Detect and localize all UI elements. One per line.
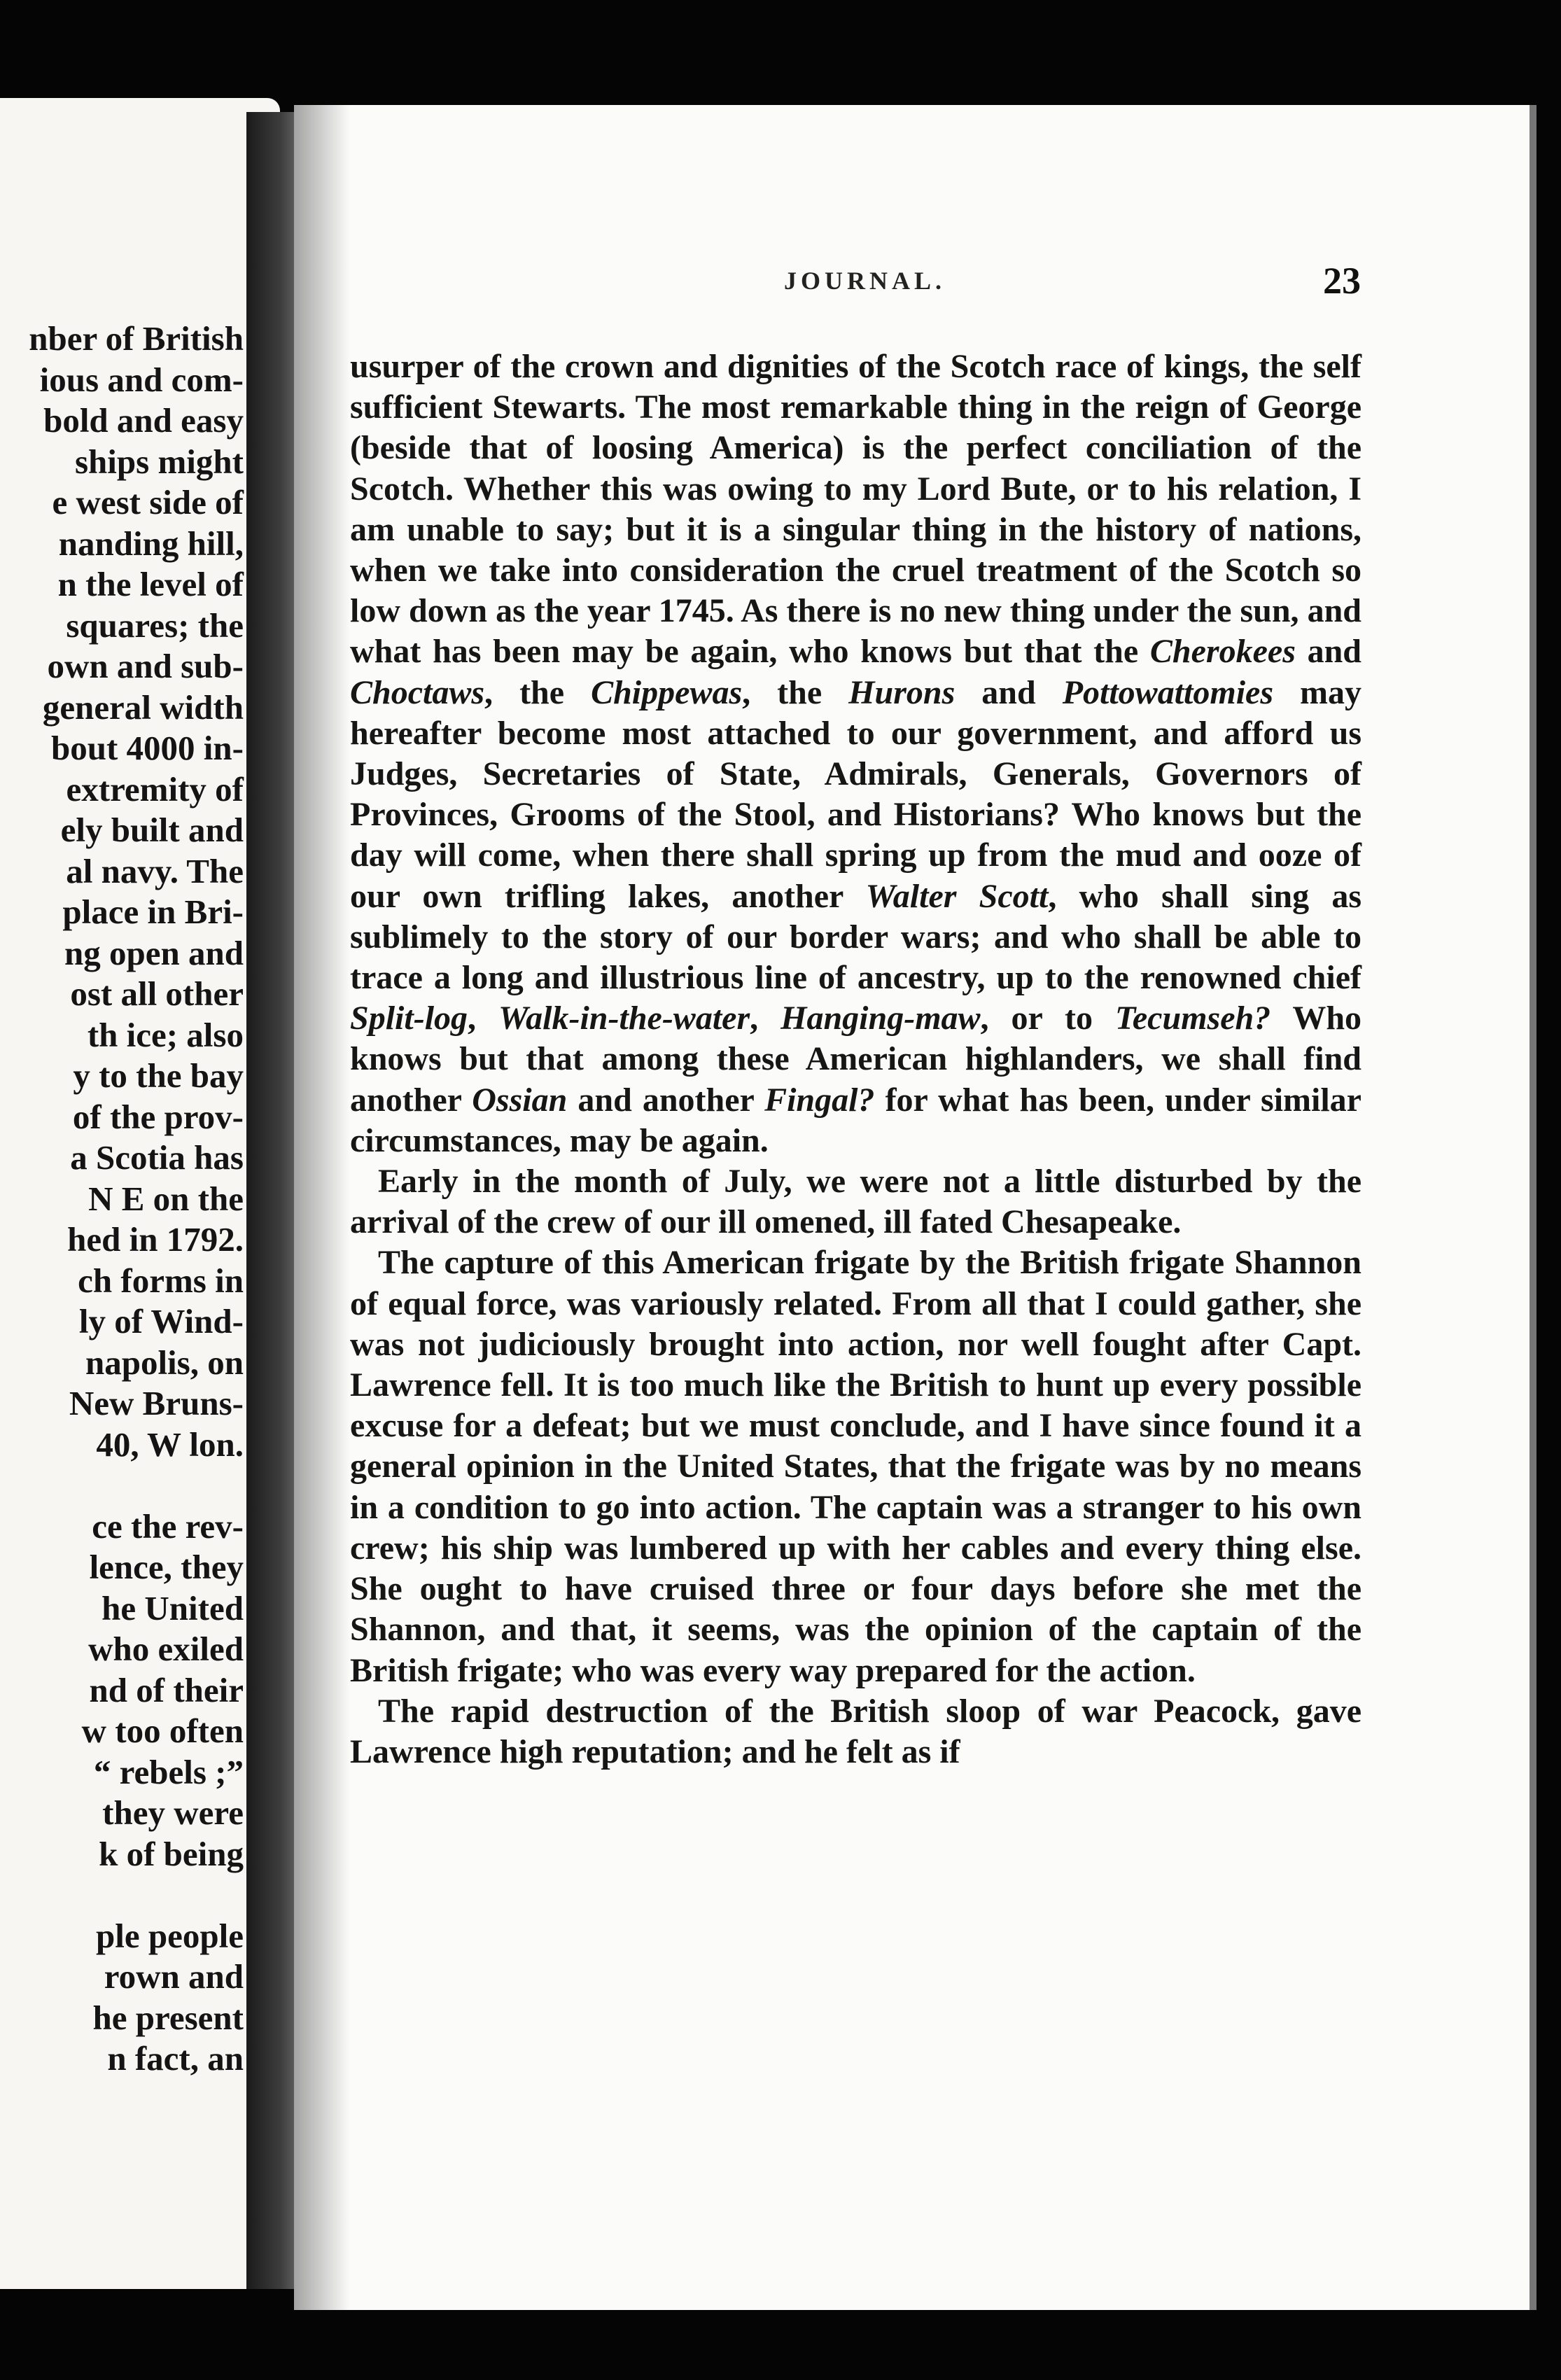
left-page-line: own and sub- <box>47 647 244 685</box>
left-page-line: napolis, on <box>85 1343 244 1382</box>
italic-text: Walk-in-the-water <box>498 1000 750 1037</box>
left-page <box>0 98 280 2289</box>
italic-text: Hanging-maw <box>780 1000 981 1037</box>
left-page-line: 40, W lon. <box>96 1424 244 1464</box>
text-run: , or to <box>980 1000 1115 1037</box>
text-run: may hereafter become most attached to our government, and afford us Judges, Secretaries of State, Admirals, Generals, Governors of Provinces, Grooms of the Stool, and Historians? Who knows but the day will come, when there shall spring up from the mud and ooze of our own trifling lakes, another <box>350 673 1362 915</box>
left-page-line: “ rebels ;” <box>93 1752 244 1791</box>
left-page-line: ce the rev- <box>92 1506 244 1546</box>
left-page-line: ely built and <box>60 811 244 849</box>
italic-text: Hurons <box>848 673 955 711</box>
left-page-line: general width <box>42 687 244 727</box>
text-run: and <box>1295 633 1362 671</box>
paragraph <box>350 1161 1362 1242</box>
left-page-line: he present <box>92 1998 244 2037</box>
left-page-text <box>0 318 244 2080</box>
left-page-line: rown and <box>104 1957 244 1996</box>
page-number: 23 <box>1323 260 1361 302</box>
left-page-line: extremity of <box>66 769 244 808</box>
italic-text: Choctaws <box>350 673 485 711</box>
text-run: Who knows but that among these American highlanders, we shall find another <box>350 1000 1362 1119</box>
left-page-line: he United <box>102 1588 244 1628</box>
running-head: JOURNAL. <box>784 267 946 295</box>
left-page-line: y to the bay <box>73 1056 244 1095</box>
left-page-line: lence, they <box>89 1548 244 1586</box>
left-page-line: ng open and <box>64 933 244 972</box>
left-page-line: th ice; also <box>87 1015 244 1054</box>
text-run: , the <box>484 673 592 711</box>
left-page-line: a Scotia has <box>70 1138 244 1177</box>
italic-text: Split-log <box>350 1000 468 1037</box>
left-page-line: New Bruns- <box>69 1384 244 1422</box>
text-run: , <box>750 1000 781 1037</box>
left-page-line: bout 4000 in- <box>50 729 244 767</box>
text-run: The rapid destruction of the British sloop of war Peacock, gave Lawrence high reputation; and he felt as if <box>350 1692 1362 1770</box>
left-page-line: w too often <box>81 1712 244 1750</box>
left-page-line: who exiled <box>88 1630 244 1668</box>
italic-text: Ossian <box>472 1081 568 1119</box>
left-page-line: place in Bri- <box>62 892 244 931</box>
text-run: and another <box>567 1081 765 1119</box>
text-run: and <box>955 673 1063 711</box>
right-page <box>294 105 1536 2310</box>
left-page-line: nd of their <box>89 1670 244 1709</box>
left-page-line: al navy. The <box>66 851 244 890</box>
left-page-line: n fact, an <box>107 2039 244 2078</box>
italic-text: Fingal? <box>764 1081 875 1119</box>
paragraph <box>350 346 1362 1161</box>
paragraph <box>350 1242 1362 1690</box>
italic-text: Chippewas <box>591 673 743 711</box>
italic-text: Cherokees <box>1149 633 1296 671</box>
text-run: usurper of the crown and dignities of the Scotch race of kings, the self sufficient Stewarts. The most remarkable thing in the reign of George (beside that of loosing America) is the perfect conciliation of the Scotch. Whether this was owing to my Lord Bute, or to his relation, I am unable to say; but it is a singular thing in the history of nations, when we take into consideration the cruel treatment of the Scotch so low down as the year 1745. As there is no new thing under the sun, and what has been may be again, who knows but that the <box>350 348 1362 671</box>
left-page-line: they were <box>102 1793 244 1832</box>
left-page-line: nber of British <box>29 319 244 358</box>
left-page-line: ch forms in <box>78 1261 244 1300</box>
left-page-gap <box>0 1465 244 1506</box>
italic-text: Walter Scott <box>865 877 1049 915</box>
text-run: , the <box>742 673 849 711</box>
text-run: , <box>468 1000 499 1037</box>
italic-text: Pottowattomies <box>1062 673 1274 711</box>
page-shadow <box>294 105 350 2310</box>
italic-text: Tecumseh? <box>1114 1000 1271 1037</box>
left-page-line: k of being <box>99 1834 244 1873</box>
left-page-line: ly of Wind- <box>78 1302 244 1340</box>
left-page-line: e west side of <box>52 483 244 522</box>
left-page-line: of the prov- <box>72 1097 244 1136</box>
text-run: for what has been, under similar circumstances, may be again. <box>350 1081 1362 1159</box>
text-run: , who shall sing as sublimely to the story of our border wars; and who shall be able to trace a long and illustrious line of ancestry, up to the renowned chief <box>350 877 1362 997</box>
left-page-line: nanding hill, <box>58 524 244 563</box>
text-run: Early in the month of July, we were not a little disturbed by the arrival of the crew of our ill omened, ill fated Chesapeake. <box>350 1163 1362 1241</box>
left-page-line: hed in 1792. <box>67 1220 244 1259</box>
paragraph <box>350 1691 1362 1772</box>
left-page-line: squares; the <box>66 606 244 645</box>
left-page-line: ships might <box>74 442 244 481</box>
left-page-gap <box>0 1875 244 1916</box>
body-text <box>350 346 1362 1772</box>
left-page-line: N E on the <box>88 1179 244 1218</box>
left-page-line: ple people <box>96 1916 244 1955</box>
left-page-line: n the level of <box>57 565 244 603</box>
left-page-line: bold and easy <box>43 401 244 440</box>
text-run: The capture of this American frigate by the British frigate Shannon of equal force, was variously related. From all that I could gather, she was not judiciously brought into action, nor well fought after Capt. Lawrence fell. It is too much like the British to hunt up every possible excuse for a defeat; but we must conclude, and I have since found it a general opinion in the United States, that the frigate was by no means in a condition to go into action. The captain was a stranger to his own crew; his ship was lumbered up with her cables and every thing else. She ought to have cruised three or four days before she met the Shannon, and that, it seems, was the opinion of the captain of the British frigate; who was every way prepared for the action. <box>350 1244 1362 1689</box>
left-page-line: ious and com- <box>39 360 244 399</box>
left-page-line: ost all other <box>70 974 244 1013</box>
